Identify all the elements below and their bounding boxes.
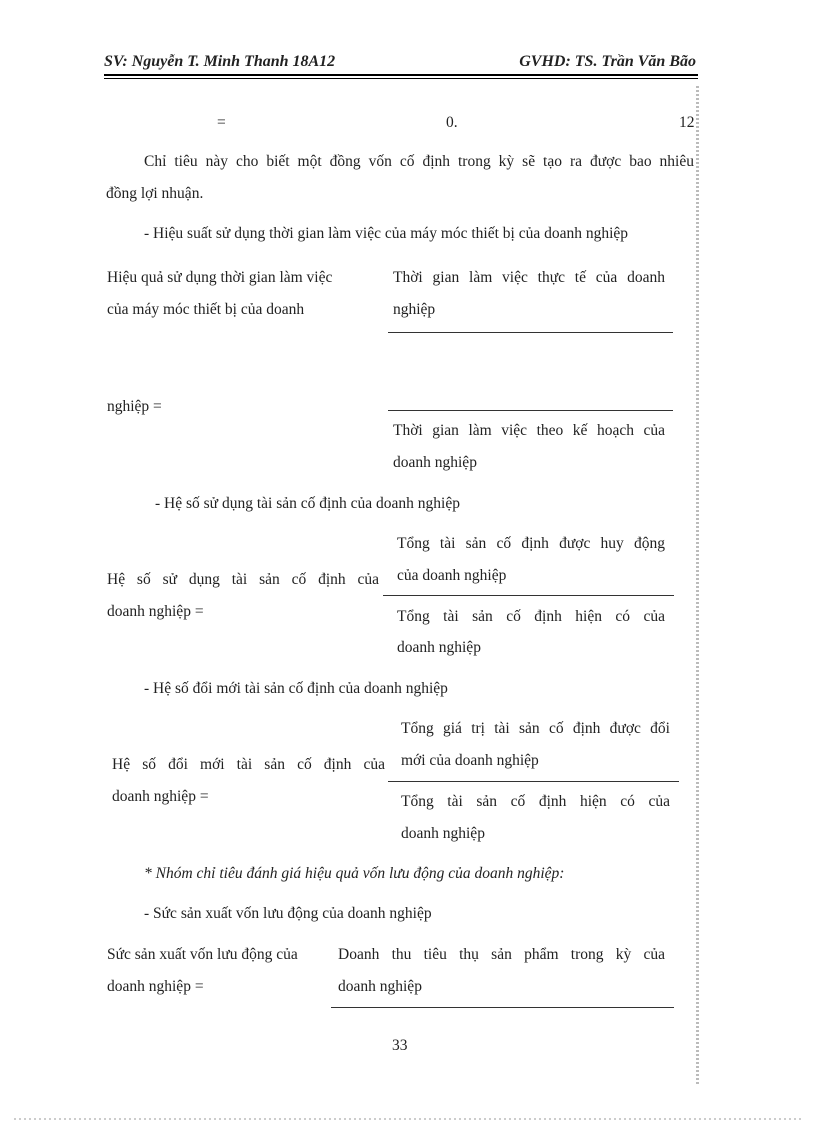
formula-lhs: Hiệu quả sử dụng thời gian làm việc: [107, 269, 333, 286]
numerator-text: Tổng giá trị tài sản cố định được đổi: [401, 720, 670, 737]
formula-lhs: của máy móc thiết bị của doanh: [107, 301, 305, 318]
formula-lhs: nghiệp =: [107, 398, 162, 415]
formula-lhs: doanh nghiệp =: [107, 978, 204, 995]
formula-lhs: Hệ số đổi mới tài sản cố định của: [112, 756, 385, 773]
header-advisor: GVHD: TS. Trần Văn Bão: [519, 53, 696, 70]
denominator-text: doanh nghiệp: [397, 639, 481, 656]
numerator-text: nghiệp: [393, 301, 436, 318]
fraction-bar: [388, 781, 679, 782]
page-border-shadow: [696, 86, 699, 1086]
header-student: SV: Nguyễn T. Minh Thanh 18A12: [104, 53, 336, 70]
denominator-text: Tổng tài sản cố định hiện có của: [397, 608, 665, 625]
item-heading: - Sức sản xuất vốn lưu động của doanh nghiệp: [144, 905, 432, 922]
numerator-text: mới của doanh nghiệp: [401, 752, 539, 769]
denominator-text: Thời gian làm việc theo kế hoạch của: [393, 422, 665, 439]
fraction-bar: [383, 595, 674, 596]
value-mid: 0.: [446, 114, 458, 131]
para-line: Chỉ tiêu này cho biết một đồng vốn cố định trong kỳ sẽ tạo ra được bao nhiêu: [144, 153, 694, 170]
numerator-text: Thời gian làm việc thực tế của doanh: [393, 269, 665, 286]
numerator-text: doanh nghiệp: [338, 978, 422, 995]
item-heading: - Hệ số đổi mới tài sản cố định của doanh nghiệp: [144, 680, 448, 697]
denominator-text: Tổng tài sản cố định hiện có của: [401, 793, 670, 810]
fraction-bar: [388, 332, 673, 333]
equals-sign: =: [217, 114, 226, 131]
item-heading: - Hiệu suất sử dụng thời gian làm việc của máy móc thiết bị của doanh nghiệp: [144, 225, 629, 242]
denominator-text: doanh nghiệp: [401, 825, 485, 842]
numerator-text: Doanh thu tiêu thụ sản phẩm trong kỳ của: [338, 946, 665, 963]
formula-lhs: doanh nghiệp =: [112, 788, 209, 805]
para-line: đồng lợi nhuận.: [106, 185, 204, 202]
header-rule-thin: [104, 78, 698, 79]
page-bottom-border: [14, 1118, 804, 1120]
fraction-bar: [331, 1007, 674, 1008]
fraction-bar: [388, 410, 673, 411]
item-heading: - Hệ số sử dụng tài sản cố định của doanh nghiệp: [155, 495, 460, 512]
formula-lhs: doanh nghiệp =: [107, 603, 204, 620]
denominator-text: doanh nghiệp: [393, 454, 477, 471]
formula-lhs: Sức sản xuất vốn lưu động của: [107, 946, 298, 963]
numerator-text: Tổng tài sản cố định được huy động: [397, 535, 665, 552]
formula-lhs: Hệ số sử dụng tài sản cố định của: [107, 571, 379, 588]
numerator-text: của doanh nghiệp: [397, 567, 507, 584]
page-number: 33: [392, 1037, 408, 1054]
section-heading: * Nhóm chỉ tiêu đánh giá hiệu quả vốn lưu động của doanh nghiệp:: [144, 865, 565, 882]
value-right: 12: [679, 114, 695, 131]
header-rule-thick: [104, 74, 698, 76]
